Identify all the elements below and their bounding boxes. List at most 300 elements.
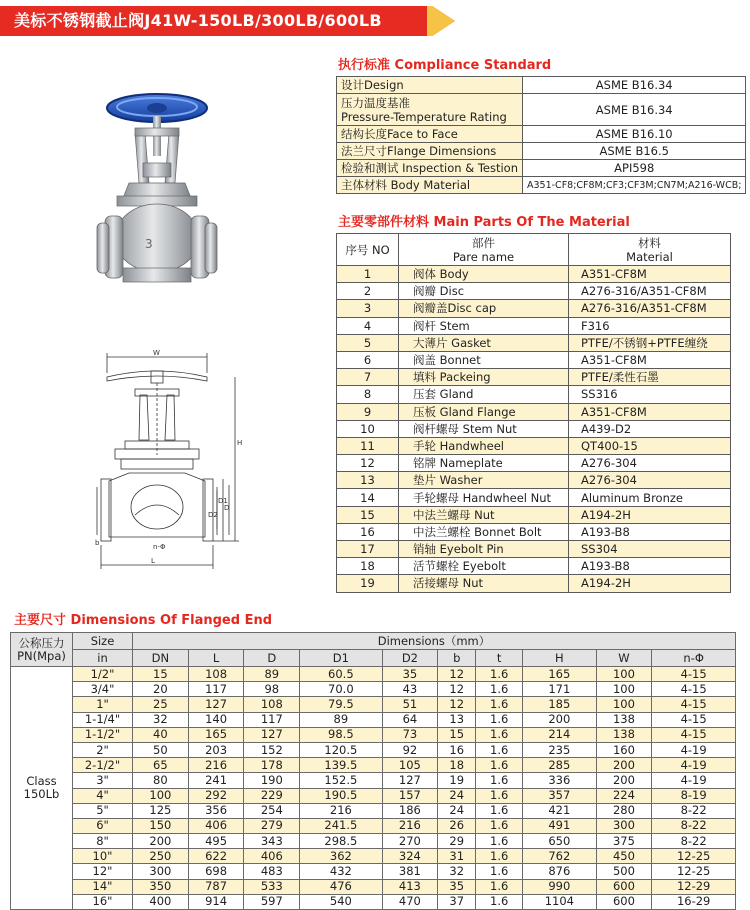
row-part: 填料 Packeing xyxy=(399,369,569,386)
compliance-label: 设计Design xyxy=(337,77,523,94)
dim-cell: 214 xyxy=(523,727,597,742)
dim-cell: 165 xyxy=(523,667,597,682)
dim-cell: 356 xyxy=(188,803,244,818)
dim-cell: 298.5 xyxy=(300,834,382,849)
row-no: 10 xyxy=(337,420,399,437)
dim-cell: 224 xyxy=(596,788,652,803)
dim-cell: 35 xyxy=(438,879,476,894)
dim-cell: 650 xyxy=(523,834,597,849)
dim-cell: 12-25 xyxy=(652,849,736,864)
dim-cell: 16-29 xyxy=(652,894,736,909)
dim-cell: 622 xyxy=(188,849,244,864)
dim-cell: 200 xyxy=(596,773,652,788)
dim-cell: 89 xyxy=(300,712,382,727)
dim-cell: 200 xyxy=(596,758,652,773)
dim-cell: 914 xyxy=(188,894,244,909)
size-in: 3/4" xyxy=(73,682,133,697)
dim-cell: 65 xyxy=(133,758,189,773)
row-no: 17 xyxy=(337,541,399,558)
dim-cell: 343 xyxy=(244,834,300,849)
dim-cell: 120.5 xyxy=(300,742,382,757)
row-material: SS316 xyxy=(569,386,731,403)
materials-table xyxy=(336,233,731,593)
table-row xyxy=(11,788,736,803)
dim-cell: 241 xyxy=(188,773,244,788)
dim-h-label: H xyxy=(237,439,243,447)
compliance-label: 法兰尺寸Flange Dimensions xyxy=(337,143,523,160)
row-material: A193-B8 xyxy=(569,523,731,540)
dim-cell: 476 xyxy=(300,879,382,894)
dim-cell: 483 xyxy=(244,864,300,879)
dim-cell: 495 xyxy=(188,834,244,849)
dim-cell: 250 xyxy=(133,849,189,864)
table-header xyxy=(337,234,731,266)
dim-cell: 64 xyxy=(382,712,438,727)
dim-n-label: n-Φ xyxy=(153,543,166,551)
column-header: DN xyxy=(133,650,189,667)
row-part: 手轮螺母 Handwheel Nut xyxy=(399,489,569,506)
dim-cell: 279 xyxy=(244,818,300,833)
compliance-value: ASME B16.34 xyxy=(523,94,746,126)
row-part: 中法兰螺栓 Bonnet Bolt xyxy=(399,523,569,540)
table-row xyxy=(11,758,736,773)
dim-cell: 127 xyxy=(244,727,300,742)
size-in: 10" xyxy=(73,849,133,864)
dim-cell: 1.6 xyxy=(476,773,523,788)
row-no: 4 xyxy=(337,317,399,334)
table-row xyxy=(337,437,731,454)
dim-cell: 18 xyxy=(438,758,476,773)
dim-cell: 12-25 xyxy=(652,864,736,879)
size-in: 1" xyxy=(73,697,133,712)
column-header: n-Φ xyxy=(652,650,736,667)
row-no: 9 xyxy=(337,403,399,420)
dim-cell: 1.6 xyxy=(476,849,523,864)
dim-cell: 32 xyxy=(133,712,189,727)
row-part: 压板 Gland Flange xyxy=(399,403,569,420)
dim-cell: 98.5 xyxy=(300,727,382,742)
column-header: W xyxy=(596,650,652,667)
row-part: 阀瓣盖Disc cap xyxy=(399,300,569,317)
dim-cell: 203 xyxy=(188,742,244,757)
banner-accent xyxy=(427,6,455,36)
valve-photo xyxy=(95,88,220,310)
row-no: 6 xyxy=(337,351,399,368)
dim-cell: 787 xyxy=(188,879,244,894)
dim-cell: 4-19 xyxy=(652,758,736,773)
dim-cell: 29 xyxy=(438,834,476,849)
dim-w-label: W xyxy=(153,349,160,357)
dim-cell: 24 xyxy=(438,788,476,803)
row-material: F316 xyxy=(569,317,731,334)
dim-cell: 73 xyxy=(382,727,438,742)
dim-b-label: b xyxy=(95,539,100,547)
materials-title: 主要零部件材料 Main Parts Of The Material xyxy=(338,215,630,230)
dim-cell: 216 xyxy=(300,803,382,818)
dim-cell: 25 xyxy=(133,697,189,712)
table-row xyxy=(11,834,736,849)
dim-cell: 1.6 xyxy=(476,667,523,682)
table-row xyxy=(11,742,736,757)
table-row xyxy=(337,575,731,592)
dim-cell: 4-15 xyxy=(652,667,736,682)
table-row xyxy=(337,523,731,540)
dim-cell: 1.6 xyxy=(476,727,523,742)
dim-cell: 12-29 xyxy=(652,879,736,894)
table-row xyxy=(337,94,746,126)
dim-cell: 4-15 xyxy=(652,727,736,742)
column-header: L xyxy=(188,650,244,667)
row-material: A194-2H xyxy=(569,575,731,592)
class-label: Class 150Lb xyxy=(11,667,73,910)
dim-cell: 1.6 xyxy=(476,742,523,757)
row-part: 手轮 Handwheel xyxy=(399,437,569,454)
dim-cell: 4-19 xyxy=(652,742,736,757)
table-header xyxy=(11,633,736,650)
dim-cell: 336 xyxy=(523,773,597,788)
table-row xyxy=(337,386,731,403)
dim-cell: 138 xyxy=(596,712,652,727)
header-size: Size xyxy=(73,633,133,650)
dim-cell: 1.6 xyxy=(476,864,523,879)
row-material: SS304 xyxy=(569,541,731,558)
dim-cell: 1104 xyxy=(523,894,597,909)
table-row xyxy=(337,143,746,160)
table-row xyxy=(337,403,731,420)
row-material: A351-CF8M xyxy=(569,351,731,368)
table-row xyxy=(337,472,731,489)
dim-cell: 24 xyxy=(438,803,476,818)
dim-cell: 8-22 xyxy=(652,818,736,833)
table-row xyxy=(337,506,731,523)
dim-cell: 254 xyxy=(244,803,300,818)
dim-cell: 500 xyxy=(596,864,652,879)
dim-cell: 4-15 xyxy=(652,697,736,712)
dim-cell: 92 xyxy=(382,742,438,757)
dim-cell: 375 xyxy=(596,834,652,849)
dim-cell: 160 xyxy=(596,742,652,757)
dim-cell: 1.6 xyxy=(476,682,523,697)
header-material: 材料 Material xyxy=(569,234,731,266)
dim-cell: 152 xyxy=(244,742,300,757)
dim-cell: 8-22 xyxy=(652,834,736,849)
dim-cell: 406 xyxy=(188,818,244,833)
dim-cell: 15 xyxy=(438,727,476,742)
row-part: 活接螺母 Nut xyxy=(399,575,569,592)
row-no: 11 xyxy=(337,437,399,454)
column-header: D1 xyxy=(300,650,382,667)
header-in: in xyxy=(73,650,133,667)
table-row xyxy=(11,864,736,879)
dim-cell: 1.6 xyxy=(476,803,523,818)
dim-cell: 12 xyxy=(438,697,476,712)
table-row xyxy=(11,818,736,833)
dim-cell: 324 xyxy=(382,849,438,864)
dim-cell: 51 xyxy=(382,697,438,712)
row-no: 5 xyxy=(337,334,399,351)
dim-cell: 165 xyxy=(188,727,244,742)
dim-l-label: L xyxy=(151,557,155,565)
compliance-table xyxy=(336,76,746,194)
row-material: A439-D2 xyxy=(569,420,731,437)
size-in: 1-1/4" xyxy=(73,712,133,727)
row-no: 3 xyxy=(337,300,399,317)
row-part: 阀体 Body xyxy=(399,266,569,283)
dim-cell: 80 xyxy=(133,773,189,788)
dim-cell: 421 xyxy=(523,803,597,818)
row-material: A276-304 xyxy=(569,472,731,489)
dim-cell: 292 xyxy=(188,788,244,803)
dim-cell: 100 xyxy=(596,667,652,682)
dim-cell: 413 xyxy=(382,879,438,894)
size-in: 5" xyxy=(73,803,133,818)
dim-cell: 190.5 xyxy=(300,788,382,803)
row-material: PTFE/柔性石墨 xyxy=(569,369,731,386)
dim-d-label: D xyxy=(224,504,230,512)
dim-cell: 1.6 xyxy=(476,788,523,803)
dim-cell: 432 xyxy=(300,864,382,879)
column-header: t xyxy=(476,650,523,667)
dim-cell: 698 xyxy=(188,864,244,879)
row-part: 活节螺栓 Eyebolt xyxy=(399,558,569,575)
dim-cell: 235 xyxy=(523,742,597,757)
row-part: 阀瓣 Disc xyxy=(399,283,569,300)
dim-cell: 216 xyxy=(188,758,244,773)
row-material: A276-316/A351-CF8M xyxy=(569,300,731,317)
table-row xyxy=(337,558,731,575)
row-no: 2 xyxy=(337,283,399,300)
dim-cell: 32 xyxy=(438,864,476,879)
size-in: 14" xyxy=(73,879,133,894)
row-no: 1 xyxy=(337,266,399,283)
dim-cell: 762 xyxy=(523,849,597,864)
dim-cell: 60.5 xyxy=(300,667,382,682)
compliance-label: 压力温度基准 Pressure-Temperature Rating xyxy=(337,94,523,126)
dim-cell: 216 xyxy=(382,818,438,833)
row-no: 14 xyxy=(337,489,399,506)
dim-cell: 100 xyxy=(596,682,652,697)
table-row xyxy=(11,803,736,818)
dim-cell: 16 xyxy=(438,742,476,757)
dim-cell: 140 xyxy=(188,712,244,727)
row-part: 大薄片 Gasket xyxy=(399,334,569,351)
dim-cell: 40 xyxy=(133,727,189,742)
row-part: 垫片 Washer xyxy=(399,472,569,489)
row-no: 18 xyxy=(337,558,399,575)
dim-cell: 108 xyxy=(188,667,244,682)
size-in: 1-1/2" xyxy=(73,727,133,742)
dim-cell: 200 xyxy=(523,712,597,727)
dim-cell: 300 xyxy=(596,818,652,833)
dim-cell: 1.6 xyxy=(476,712,523,727)
table-row xyxy=(337,126,746,143)
dim-cell: 400 xyxy=(133,894,189,909)
dim-cell: 79.5 xyxy=(300,697,382,712)
table-header xyxy=(11,650,736,667)
dim-cell: 117 xyxy=(188,682,244,697)
row-material: A194-2H xyxy=(569,506,731,523)
table-row xyxy=(337,369,731,386)
dim-cell: 540 xyxy=(300,894,382,909)
dim-cell: 125 xyxy=(133,803,189,818)
dim-cell: 362 xyxy=(300,849,382,864)
row-part: 销轴 Eyebolt Pin xyxy=(399,541,569,558)
dim-cell: 139.5 xyxy=(300,758,382,773)
compliance-label: 检验和测试 Inspection & Testion xyxy=(337,160,523,177)
dim-cell: 98 xyxy=(244,682,300,697)
dim-cell: 157 xyxy=(382,788,438,803)
table-row xyxy=(11,849,736,864)
dim-cell: 190 xyxy=(244,773,300,788)
row-material: A351-CF8M xyxy=(569,403,731,420)
dim-cell: 491 xyxy=(523,818,597,833)
table-row xyxy=(11,879,736,894)
dim-cell: 1.6 xyxy=(476,894,523,909)
row-part: 压套 Gland xyxy=(399,386,569,403)
table-row xyxy=(337,455,731,472)
compliance-value: A351-CF8;CF8M;CF3;CF3M;CN7M;A216-WCB; xyxy=(523,177,746,194)
compliance-value: ASME B16.5 xyxy=(523,143,746,160)
dim-cell: 406 xyxy=(244,849,300,864)
dim-cell: 8-22 xyxy=(652,803,736,818)
table-row xyxy=(337,266,731,283)
dim-cell: 229 xyxy=(244,788,300,803)
table-row xyxy=(11,667,736,682)
row-part: 中法兰螺母 Nut xyxy=(399,506,569,523)
size-in: 4" xyxy=(73,788,133,803)
size-in: 8" xyxy=(73,834,133,849)
size-in: 2-1/2" xyxy=(73,758,133,773)
dim-cell: 1.6 xyxy=(476,879,523,894)
table-row xyxy=(337,541,731,558)
header-part: 部件 Pare name xyxy=(399,234,569,266)
compliance-value: API598 xyxy=(523,160,746,177)
table-row xyxy=(337,351,731,368)
row-part: 铭牌 Nameplate xyxy=(399,455,569,472)
dim-cell: 178 xyxy=(244,758,300,773)
header-no: 序号 NO xyxy=(337,234,399,266)
dimensions-title: 主要尺寸 Dimensions Of Flanged End xyxy=(14,613,273,628)
dim-cell: 186 xyxy=(382,803,438,818)
table-row xyxy=(337,160,746,177)
dim-cell: 108 xyxy=(244,697,300,712)
dim-cell: 300 xyxy=(133,864,189,879)
dim-cell: 19 xyxy=(438,773,476,788)
dim-cell: 990 xyxy=(523,879,597,894)
header-pn: 公称压力 PN(Mpa) xyxy=(11,633,73,667)
dim-cell: 600 xyxy=(596,894,652,909)
column-header: b xyxy=(438,650,476,667)
compliance-title: 执行标准 Compliance Standard xyxy=(338,58,552,73)
dim-cell: 43 xyxy=(382,682,438,697)
dim-cell: 50 xyxy=(133,742,189,757)
dim-cell: 597 xyxy=(244,894,300,909)
dim-cell: 1.6 xyxy=(476,758,523,773)
valve-drawing xyxy=(95,345,245,577)
column-header: H xyxy=(523,650,597,667)
table-row xyxy=(11,773,736,788)
table-row xyxy=(337,300,731,317)
dim-cell: 600 xyxy=(596,879,652,894)
size-in: 3" xyxy=(73,773,133,788)
dim-cell: 270 xyxy=(382,834,438,849)
dim-cell: 241.5 xyxy=(300,818,382,833)
row-material: QT400-15 xyxy=(569,437,731,454)
table-row xyxy=(11,727,736,742)
dim-cell: 350 xyxy=(133,879,189,894)
row-no: 7 xyxy=(337,369,399,386)
dim-cell: 70.0 xyxy=(300,682,382,697)
row-material: A193-B8 xyxy=(569,558,731,575)
dim-cell: 89 xyxy=(244,667,300,682)
dim-cell: 470 xyxy=(382,894,438,909)
dim-cell: 185 xyxy=(523,697,597,712)
column-header: D xyxy=(244,650,300,667)
dim-cell: 285 xyxy=(523,758,597,773)
dim-cell: 4-15 xyxy=(652,682,736,697)
dim-cell: 1.6 xyxy=(476,697,523,712)
table-row xyxy=(337,177,746,194)
table-row xyxy=(11,712,736,727)
dim-cell: 8-19 xyxy=(652,788,736,803)
row-material: A276-304 xyxy=(569,455,731,472)
dim-cell: 150 xyxy=(133,818,189,833)
dim-cell: 138 xyxy=(596,727,652,742)
table-row xyxy=(337,489,731,506)
dim-cell: 37 xyxy=(438,894,476,909)
compliance-value: ASME B16.34 xyxy=(523,77,746,94)
table-row xyxy=(337,334,731,351)
dim-cell: 15 xyxy=(133,667,189,682)
dim-cell: 4-19 xyxy=(652,773,736,788)
dim-cell: 280 xyxy=(596,803,652,818)
dim-cell: 200 xyxy=(133,834,189,849)
table-row xyxy=(337,420,731,437)
dim-cell: 117 xyxy=(244,712,300,727)
size-in: 2" xyxy=(73,742,133,757)
column-header: D2 xyxy=(382,650,438,667)
dim-cell: 381 xyxy=(382,864,438,879)
dimensions-table xyxy=(10,632,736,910)
row-part: 阀杆螺母 Stem Nut xyxy=(399,420,569,437)
dim-cell: 100 xyxy=(596,697,652,712)
compliance-label: 结构长度Face to Face xyxy=(337,126,523,143)
row-material: Aluminum Bronze xyxy=(569,489,731,506)
compliance-label: 主体材料 Body Material xyxy=(337,177,523,194)
row-no: 8 xyxy=(337,386,399,403)
header-dimensions: Dimensions（mm） xyxy=(133,633,736,650)
size-in: 12" xyxy=(73,864,133,879)
dim-cell: 171 xyxy=(523,682,597,697)
page-title: 美标不锈钢截止阀J41W-150LB/300LB/600LB xyxy=(14,11,382,30)
table-row xyxy=(337,77,746,94)
dim-cell: 26 xyxy=(438,818,476,833)
table-row xyxy=(337,317,731,334)
row-material: PTFE/不锈钢+PTFE缠绕 xyxy=(569,334,731,351)
row-no: 15 xyxy=(337,506,399,523)
dim-cell: 31 xyxy=(438,849,476,864)
dim-cell: 357 xyxy=(523,788,597,803)
row-material: A351-CF8M xyxy=(569,266,731,283)
row-part: 阀杆 Stem xyxy=(399,317,569,334)
dim-cell: 876 xyxy=(523,864,597,879)
svg-text:3: 3 xyxy=(145,237,153,251)
dim-cell: 12 xyxy=(438,667,476,682)
dim-cell: 13 xyxy=(438,712,476,727)
dim-cell: 4-15 xyxy=(652,712,736,727)
dim-cell: 20 xyxy=(133,682,189,697)
dim-cell: 533 xyxy=(244,879,300,894)
